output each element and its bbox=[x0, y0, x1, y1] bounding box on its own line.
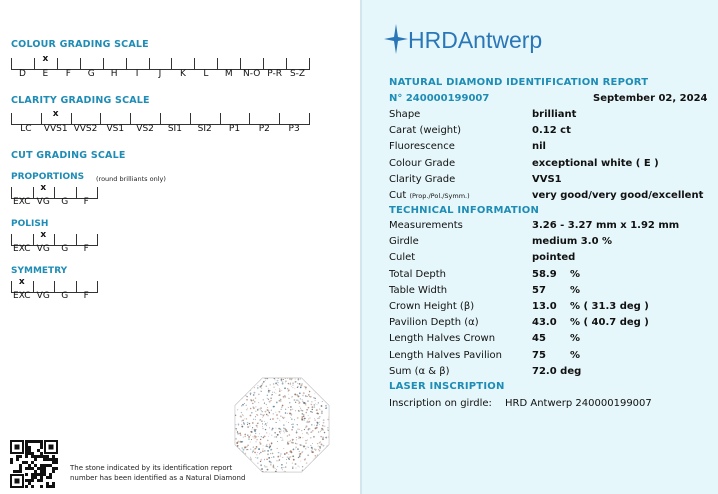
scale-tick bbox=[249, 113, 250, 125]
natural-diamond-note bbox=[70, 463, 270, 483]
report-field-label bbox=[389, 125, 461, 136]
scale-grade-label: VS1 bbox=[106, 124, 125, 134]
scale-tick bbox=[130, 113, 131, 125]
report-field-label-text: Colour Grade bbox=[389, 157, 456, 169]
scale-tick bbox=[217, 58, 218, 70]
scale-grade-label: F bbox=[65, 69, 71, 79]
technical-field-label: Crown Height (β) bbox=[389, 301, 475, 312]
scale-tick bbox=[309, 58, 310, 70]
scale-grade-label: F bbox=[83, 244, 89, 254]
technical-field-label: Girdle bbox=[389, 236, 419, 248]
technical-field-unit: % bbox=[570, 349, 581, 361]
technical-field-label: Total Depth bbox=[389, 268, 446, 280]
proportions-note: (round brilliants only) bbox=[96, 175, 166, 183]
report-field-value: exceptional white ( E ) bbox=[532, 157, 659, 169]
technical-field-label: Length Halves Pavilion bbox=[389, 349, 502, 361]
scale-grade-label: VG bbox=[36, 197, 50, 207]
scale-tick bbox=[57, 58, 58, 70]
logo-text bbox=[408, 27, 542, 54]
scale-tick bbox=[33, 234, 34, 246]
scale-tick bbox=[220, 113, 221, 125]
scale-tick bbox=[11, 234, 12, 246]
report-date: September 02, 2024 bbox=[593, 93, 708, 104]
report-field-value: 0.12 ct bbox=[532, 125, 571, 137]
technical-field-label: Culet bbox=[389, 252, 416, 264]
technical-field-label: Pavilion Depth (α) bbox=[389, 317, 479, 329]
laser-label: Inscription on girdle: bbox=[389, 398, 492, 409]
report-field-label-text: Carat (weight) bbox=[389, 125, 461, 137]
scale-grade-label: D bbox=[18, 69, 26, 79]
scale-grade-label: P1 bbox=[228, 124, 241, 134]
selected-grade-mark: x bbox=[42, 54, 49, 64]
selected-grade-mark: x bbox=[52, 109, 59, 119]
scale-tick bbox=[76, 234, 77, 246]
scale-grade-label: G bbox=[87, 69, 95, 79]
report-field-label bbox=[389, 109, 420, 120]
scale-grade-label: EXC bbox=[13, 291, 31, 301]
scale-grade-label: VS2 bbox=[136, 124, 154, 134]
report-field-label bbox=[389, 158, 455, 169]
scale-grade-label: P-R bbox=[267, 69, 282, 79]
technical-field-unit: % ( 40.7 deg ) bbox=[570, 317, 649, 329]
scale-tick bbox=[100, 113, 101, 125]
technical-field-value: 13.0 bbox=[532, 301, 557, 312]
natural-diamond-note-line2: number has been identified as a Natural Diamond bbox=[70, 474, 246, 482]
scale-tick bbox=[11, 187, 12, 199]
scale-grade-label: F bbox=[83, 291, 89, 301]
technical-field-value: 57 bbox=[532, 284, 546, 296]
qr-code[interactable] bbox=[10, 440, 58, 488]
cut-scale-title: CUT GRADING SCALE bbox=[11, 150, 126, 161]
technical-field-value: 45 bbox=[532, 333, 546, 345]
scale-tick bbox=[279, 113, 280, 125]
scale-grade-label: H bbox=[110, 69, 118, 79]
report-field-label-text: Clarity Grade bbox=[389, 173, 456, 185]
scale-grade-label: N-O bbox=[243, 69, 261, 79]
technical-title: TECHNICAL INFORMATION bbox=[389, 205, 540, 216]
technical-field-label: Table Width bbox=[389, 284, 448, 296]
scale-tick bbox=[97, 187, 98, 199]
scale-tick bbox=[11, 58, 12, 70]
scale-tick bbox=[54, 281, 55, 293]
technical-field-unit: % bbox=[570, 333, 581, 345]
scale-tick bbox=[149, 58, 150, 70]
technical-field-unit: % bbox=[570, 268, 581, 280]
scale-grade-label: LC bbox=[20, 124, 32, 134]
scale-grade-label: SI1 bbox=[167, 124, 182, 134]
report-field-value: very good/very good/excellent bbox=[532, 190, 704, 201]
report-field-label bbox=[389, 190, 470, 201]
scale-tick bbox=[33, 187, 34, 199]
star-icon bbox=[384, 24, 408, 54]
natural-diamond-note-line1: The stone indicated by its identification report bbox=[70, 464, 233, 472]
report-field-value: VVS1 bbox=[532, 173, 562, 185]
scale-tick bbox=[309, 113, 310, 125]
polish-title: POLISH bbox=[11, 219, 49, 229]
report-field-label-text: Fluorescence bbox=[389, 141, 455, 153]
technical-field-unit: % bbox=[570, 284, 581, 296]
symmetry-title: SYMMETRY bbox=[11, 266, 68, 276]
scale-tick bbox=[103, 58, 104, 70]
scale-grade-label: P2 bbox=[258, 124, 270, 134]
scale-tick bbox=[41, 113, 42, 125]
scale-tick bbox=[194, 58, 195, 70]
scale-tick bbox=[11, 113, 12, 125]
hrd-antwerp-logo bbox=[384, 24, 564, 58]
technical-field-value: pointed bbox=[532, 252, 576, 264]
selected-grade-mark: x bbox=[18, 277, 25, 287]
scale-tick bbox=[33, 281, 34, 293]
report-field-note: (Prop./Pol./Symm.) bbox=[409, 192, 470, 200]
scale-grade-label: G bbox=[61, 197, 69, 207]
technical-field-value: 72.0 deg bbox=[532, 365, 582, 377]
polish-scale bbox=[11, 230, 97, 254]
scale-tick bbox=[76, 187, 77, 199]
scale-grade-label: VVS1 bbox=[43, 124, 68, 134]
colour-scale-title: COLOUR GRADING SCALE bbox=[11, 39, 149, 50]
diamond-plot-diagram bbox=[233, 376, 331, 474]
technical-field-label: Length Halves Crown bbox=[389, 333, 496, 345]
technical-field-label: Sum (α & β) bbox=[389, 365, 450, 377]
report-field-label bbox=[389, 141, 455, 152]
clarity-scale-title: CLARITY GRADING SCALE bbox=[11, 95, 150, 106]
logo-text-antwerp: Antwerp bbox=[457, 27, 543, 53]
scale-tick bbox=[71, 113, 72, 125]
scale-tick bbox=[54, 187, 55, 199]
scale-grade-label: M bbox=[224, 69, 233, 79]
scale-grade-label: P3 bbox=[288, 124, 300, 134]
scale-grade-label: VG bbox=[36, 244, 50, 254]
scale-tick bbox=[190, 113, 191, 125]
proportions-title: PROPORTIONS bbox=[11, 172, 85, 182]
scale-grade-label: F bbox=[83, 197, 89, 207]
scale-tick bbox=[11, 281, 12, 293]
selected-grade-mark: x bbox=[40, 230, 47, 240]
report-field-value: nil bbox=[532, 141, 546, 153]
technical-field-unit: % ( 31.3 deg ) bbox=[570, 301, 649, 312]
scale-grade-label: E bbox=[42, 69, 49, 79]
report-field-label-text: Cut bbox=[389, 190, 407, 201]
report-field-label-text: Shape bbox=[389, 109, 421, 120]
scale-tick bbox=[126, 58, 127, 70]
scale-tick bbox=[171, 58, 172, 70]
scale-tick bbox=[80, 58, 81, 70]
technical-field-label: Measurements bbox=[389, 220, 463, 231]
scale-grade-label: S-Z bbox=[289, 69, 306, 79]
scale-tick bbox=[263, 58, 264, 70]
scale-grade-label: EXC bbox=[13, 244, 31, 254]
scale-tick bbox=[97, 281, 98, 293]
symmetry-scale bbox=[11, 277, 97, 301]
scale-tick bbox=[240, 58, 241, 70]
scale-grade-label: G bbox=[61, 291, 69, 301]
scale-tick bbox=[97, 234, 98, 246]
laser-value: HRD Antwerp 240000199007 bbox=[505, 398, 652, 409]
report-field-label bbox=[389, 174, 455, 185]
colour-scale bbox=[11, 54, 309, 79]
scale-grade-label: SI2 bbox=[197, 124, 212, 134]
selected-grade-mark: x bbox=[40, 183, 47, 193]
scale-tick bbox=[160, 113, 161, 125]
technical-field-value: 43.0 bbox=[532, 317, 557, 329]
report-title: NATURAL DIAMOND IDENTIFICATION REPORT bbox=[389, 77, 649, 88]
technical-field-value: 58.9 bbox=[532, 268, 557, 280]
scale-tick bbox=[34, 58, 35, 70]
scale-grade-label: L bbox=[203, 69, 209, 79]
scale-grade-label: J bbox=[158, 69, 162, 79]
scale-tick bbox=[286, 58, 287, 70]
clarity-scale bbox=[11, 109, 309, 134]
scale-grade-label: EXC bbox=[13, 197, 31, 207]
logo-text-hrd: HRD bbox=[408, 27, 458, 53]
laser-title: LASER INSCRIPTION bbox=[389, 381, 505, 392]
scale-grade-label: VG bbox=[36, 291, 50, 301]
technical-field-value: 75 bbox=[532, 349, 546, 361]
scale-grade-label: I bbox=[135, 69, 139, 79]
technical-field-value: medium 3.0 % bbox=[532, 236, 613, 248]
report-field-value: brilliant bbox=[532, 109, 577, 120]
proportions-scale bbox=[11, 183, 97, 207]
scale-grade-label: G bbox=[61, 244, 69, 254]
technical-field-value: 3.26 - 3.27 mm x 1.92 mm bbox=[532, 220, 680, 231]
report-number: N° 240000199007 bbox=[389, 93, 490, 104]
scale-grade-label: VVS2 bbox=[73, 124, 98, 134]
scale-tick bbox=[76, 281, 77, 293]
scale-grade-label: K bbox=[179, 69, 186, 79]
scale-tick bbox=[54, 234, 55, 246]
